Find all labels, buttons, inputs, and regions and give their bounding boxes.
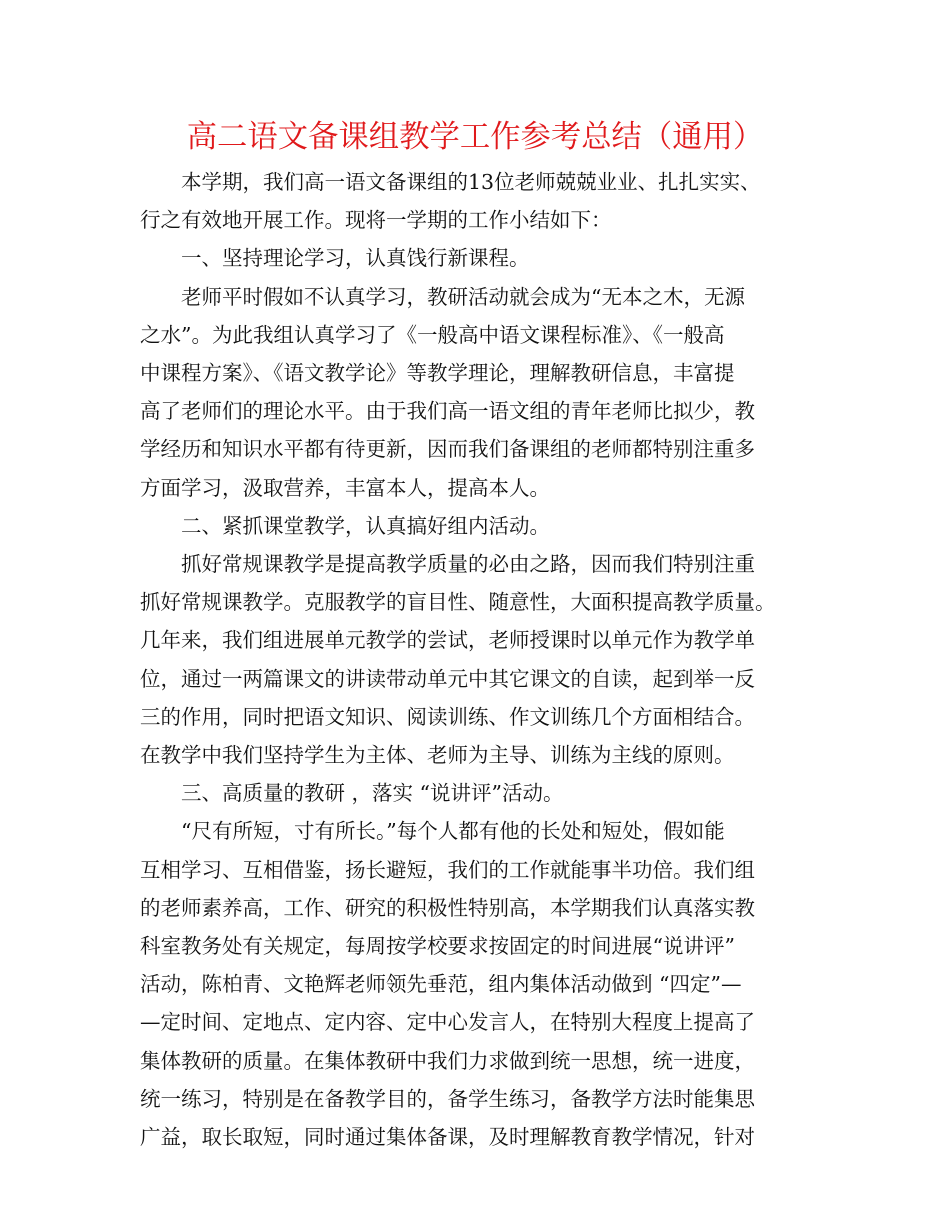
body-line: 位，通过一两篇课文的讲读带动单元中其它课文的自读，起到举一反 xyxy=(140,666,755,691)
body-line: 之水”。为此我组认真学习了《一般高中语文课程标准》、《一般高 xyxy=(140,322,725,347)
body-line: 方面学习，汲取营养，丰富本人，提高本人。 xyxy=(140,475,550,500)
body-line: 学经历和知识水平都有待更新，因而我们备课组的老师都特别注重多 xyxy=(140,437,755,462)
body-line: 在教学中我们坚持学生为主体、老师为主导、训练为主线的原则。 xyxy=(140,743,735,767)
document-title: 高二语文备课组教学工作参考总结（通用） xyxy=(186,119,764,155)
body-line: 抓好常规课教学。克服教学的盲目性、随意性，大面积提高教学质量。 xyxy=(140,590,776,615)
body-line: 活动，陈柏青、文艳辉老师领先垂范，组内集体活动做到 “四定”— xyxy=(140,972,742,997)
body-line: 行之有效地开展工作。现将一学期的工作小结如下： xyxy=(140,208,612,233)
body-line: “尺有所短，寸有所长。”每个人都有他的长处和短处，假如能 xyxy=(140,819,725,844)
body-line: 抓好常规课教学是提高教学质量的必由之路，因而我们特别注重 xyxy=(140,552,755,576)
body-line: 老师平时假如不认真学习，教研活动就会成为“无本之木，无源 xyxy=(140,284,745,309)
body-line: 高了老师们的理论水平。由于我们高一语文组的青年老师比拟少，教 xyxy=(140,399,755,424)
body-line: 三、高质量的教研 ，落实 “说讲评”活动。 xyxy=(140,781,564,806)
body-line: 二、紧抓课堂教学，认真搞好组内活动。 xyxy=(140,513,550,538)
body-line: 科室教务处有关规定，每周按学校要求按固定的时间进展“说讲评” xyxy=(140,934,735,958)
body-line: 互相学习、互相借鉴，扬长避短，我们的工作就能事半功倍。我们组 xyxy=(140,857,755,882)
body-line: 几年来，我们组进展单元教学的尝试，老师授课时以单元作为教学单 xyxy=(140,628,755,653)
body-line: 的老师素养高，工作、研究的积极性特别高，本学期我们认真落实教 xyxy=(140,895,755,920)
body-line: 本学期，我们高一语文备课组的13位老师兢兢业业、扎扎实实、 xyxy=(140,170,761,194)
body-line: 中课程方案》、《语文教学论》等教学理论，理解教研信息，丰富提 xyxy=(140,361,735,385)
body-line: 集体教研的质量。在集体教研中我们力求做到统一思想，统一进度， xyxy=(140,1048,755,1073)
body-line: 一、坚持理论学习，认真饯行新课程。 xyxy=(140,246,530,271)
body-line: 统一练习，特别是在备教学目的，备学生练习，备教学方法时能集思 xyxy=(140,1086,755,1111)
body-line: 三的作用，同时把语文知识、阅读训练、作文训练几个方面相结合。 xyxy=(140,704,755,729)
body-line: —定时间、定地点、定内容、定中心发言人，在特别大程度上提高了 xyxy=(140,1010,755,1035)
body-line: 广益，取长取短，同时通过集体备课，及时理解教育教学情况，针对 xyxy=(140,1125,755,1149)
